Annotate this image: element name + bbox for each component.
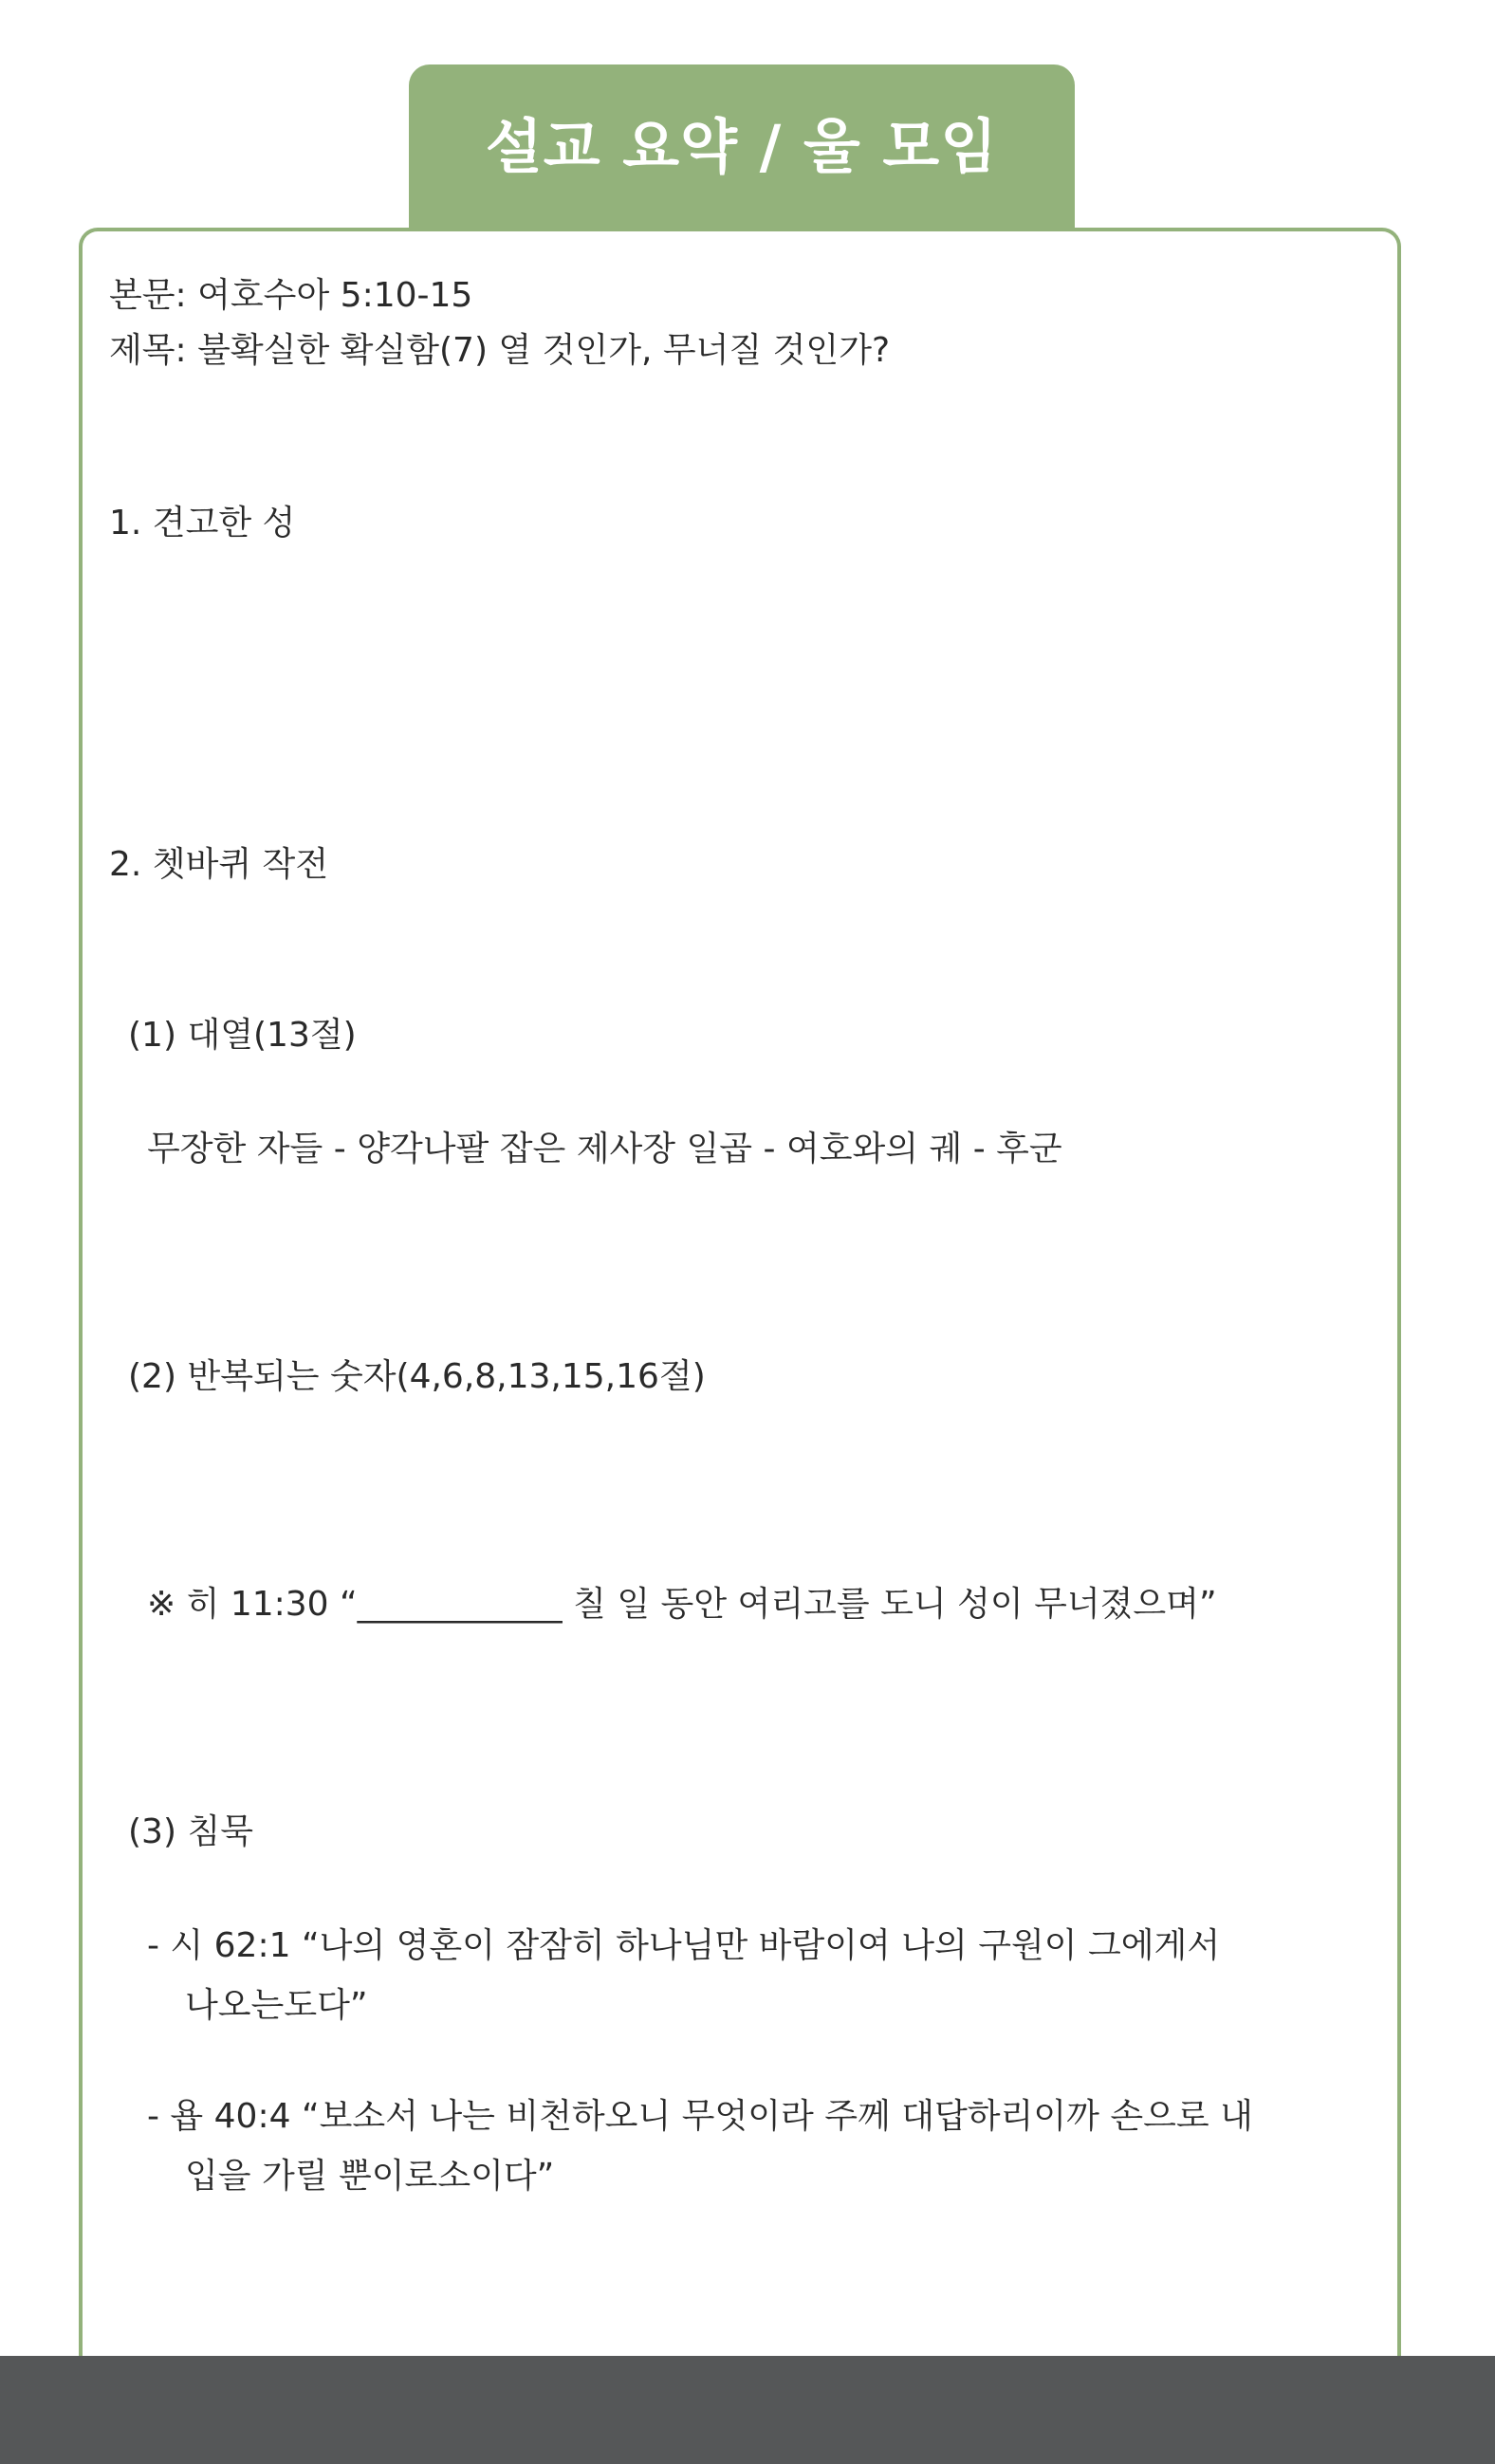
section-2-2-heading: (2) 반복되는 숫자(4,6,8,13,15,16절)	[128, 1357, 706, 1396]
footer-band	[0, 2356, 1495, 2464]
sermon-passage: 본문: 여호수아 5:10-15	[109, 276, 473, 315]
section-2-2-note: ※ 히 11:30 “____________ 칠 일 동안 여리고를 도니 성이 무너졌으며”	[147, 1585, 1217, 1624]
header-tab	[409, 64, 1075, 228]
page-title: 설교 요약 / 울 모임	[485, 111, 999, 181]
sermon-title: 제목: 불확실한 확실함(7) 열 것인가, 무너질 것인가?	[109, 331, 891, 370]
verse-2-line-1: - 욥 40:4 “보소서 나는 비천하오니 무엇이라 주께 대답하리이까 손으로 내	[147, 2097, 1253, 2136]
section-2-1-heading: (1) 대열(13절)	[128, 1016, 357, 1055]
verse-2-line-2: 입을 가릴 뿐이로소이다”	[185, 2157, 555, 2196]
section-1-heading: 1. 견고한 성	[109, 504, 296, 542]
section-2-1-body: 무장한 자들 - 양각나팔 잡은 제사장 일곱 - 여호와의 궤 - 후군	[147, 1130, 1062, 1168]
section-2-heading: 2. 쳇바퀴 작전	[109, 845, 329, 884]
content-box	[79, 228, 1401, 2409]
verse-1-line-1: - 시 62:1 “나의 영혼이 잠잠히 하나님만 바람이여 나의 구원이 그에게서	[147, 1926, 1221, 1965]
section-2-3-heading: (3) 침묵	[128, 1812, 253, 1851]
verse-1-line-2: 나오는도다”	[185, 1986, 368, 2025]
